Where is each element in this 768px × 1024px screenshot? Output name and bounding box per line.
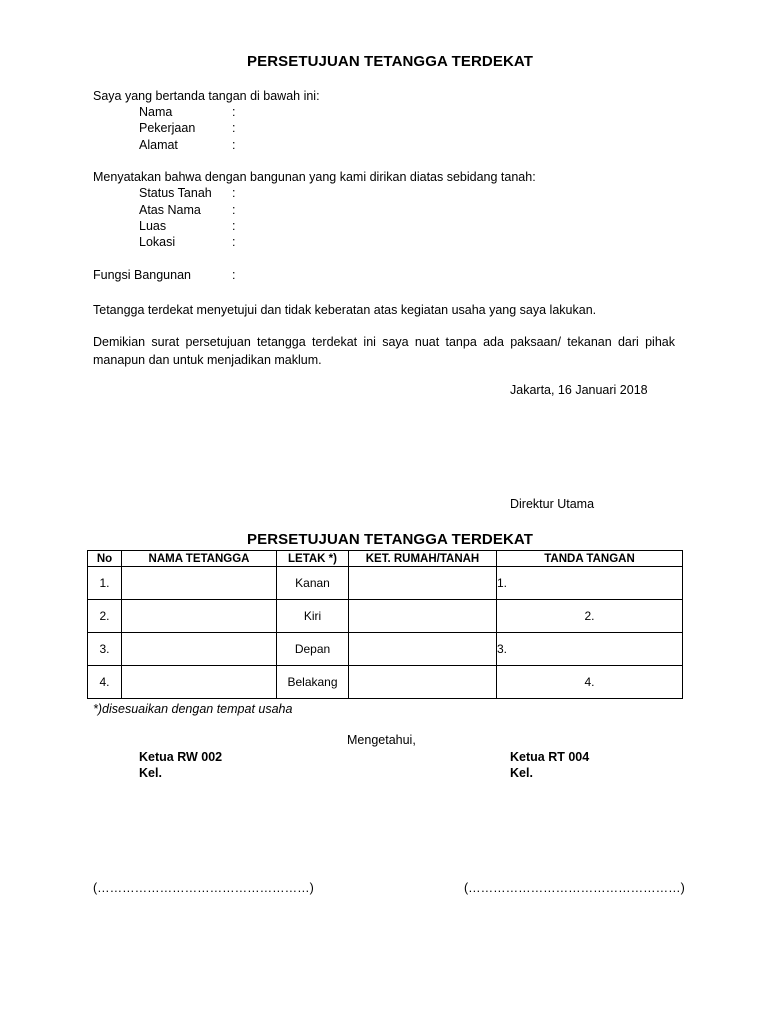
field-label-nama: Nama [139, 105, 173, 119]
header-ket-rumah-tanah: KET. RUMAH/TANAH [349, 551, 497, 567]
table-row [88, 666, 683, 699]
field-label-pekerjaan: Pekerjaan [139, 121, 196, 135]
cell-no: 2. [88, 600, 122, 633]
rt-signature-line: (……………………………………………) [464, 881, 685, 895]
acknowledged-label: Mengetahui, [347, 733, 416, 747]
place-date: Jakarta, 16 Januari 2018 [510, 383, 648, 397]
document-title: PERSETUJUAN TETANGGA TERDEKAT [247, 53, 533, 70]
cell-no: 3. [88, 633, 122, 666]
field-label-atas-nama: Atas Nama [139, 203, 201, 217]
rw-signature-line: (……………………………………………) [93, 881, 314, 895]
cell-desc [349, 567, 497, 600]
table-row [88, 600, 683, 633]
field-label-luas: Luas [139, 219, 167, 233]
rw-title: Ketua RW 002 [139, 750, 223, 764]
table-header-row [88, 551, 683, 567]
cell-no: 4. [88, 666, 122, 699]
field-colon: : [232, 186, 236, 200]
cell-location: Kanan [277, 567, 349, 600]
agreement-paragraph: Tetangga terdekat menyetujui dan tidak keberatan atas kegiatan usaha yang saya lakukan. [93, 303, 597, 317]
cell-name [122, 666, 277, 699]
field-label-status-tanah: Status Tanah [139, 186, 212, 200]
rt-title: Ketua RT 004 [510, 750, 590, 764]
rw-kel: Kel. [139, 766, 162, 780]
field-colon: : [232, 105, 236, 119]
director-title: Direktur Utama [510, 497, 595, 511]
cell-name [122, 600, 277, 633]
cell-desc [349, 633, 497, 666]
cell-location: Kiri [277, 600, 349, 633]
cell-location: Depan [277, 633, 349, 666]
closing-paragraph: Demikian surat persetujuan tetangga terdekat ini saya nuat tanpa ada paksaan/ tekanan dari pihak manapun dan untuk menjadikan maklum. [93, 335, 675, 367]
statement-text: Menyatakan bahwa dengan bangunan yang kami dirikan diatas sebidang tanah: [93, 170, 536, 184]
header-tanda-tangan: TANDA TANGAN [497, 551, 683, 567]
field-colon: : [232, 121, 236, 135]
footnote: *)disesuaikan dengan tempat usaha [93, 702, 293, 716]
cell-name [122, 567, 277, 600]
header-nama-tetangga: NAMA TETANGGA [122, 551, 277, 567]
table-title: PERSETUJUAN TETANGGA TERDEKAT [247, 531, 533, 548]
field-colon: : [232, 203, 236, 217]
field-colon: : [232, 219, 236, 233]
cell-signature: 4. [497, 666, 683, 699]
field-colon: : [232, 268, 236, 282]
neighbor-table [87, 550, 683, 699]
cell-signature: 2. [497, 600, 683, 633]
field-colon: : [232, 235, 236, 249]
header-letak: LETAK *) [277, 551, 349, 567]
table-row [88, 567, 683, 600]
cell-signature: 3. [497, 633, 683, 666]
field-label-alamat: Alamat [139, 138, 178, 152]
rt-kel: Kel. [510, 766, 533, 780]
field-label-fungsi-bangunan: Fungsi Bangunan [93, 268, 191, 282]
header-no: No [88, 551, 122, 567]
intro-text: Saya yang bertanda tangan di bawah ini: [93, 89, 320, 103]
cell-desc [349, 600, 497, 633]
cell-desc [349, 666, 497, 699]
cell-location: Belakang [277, 666, 349, 699]
field-label-lokasi: Lokasi [139, 235, 176, 249]
cell-signature: 1. [497, 567, 683, 600]
cell-no: 1. [88, 567, 122, 600]
field-colon: : [232, 138, 236, 152]
table-row [88, 633, 683, 666]
cell-name [122, 633, 277, 666]
